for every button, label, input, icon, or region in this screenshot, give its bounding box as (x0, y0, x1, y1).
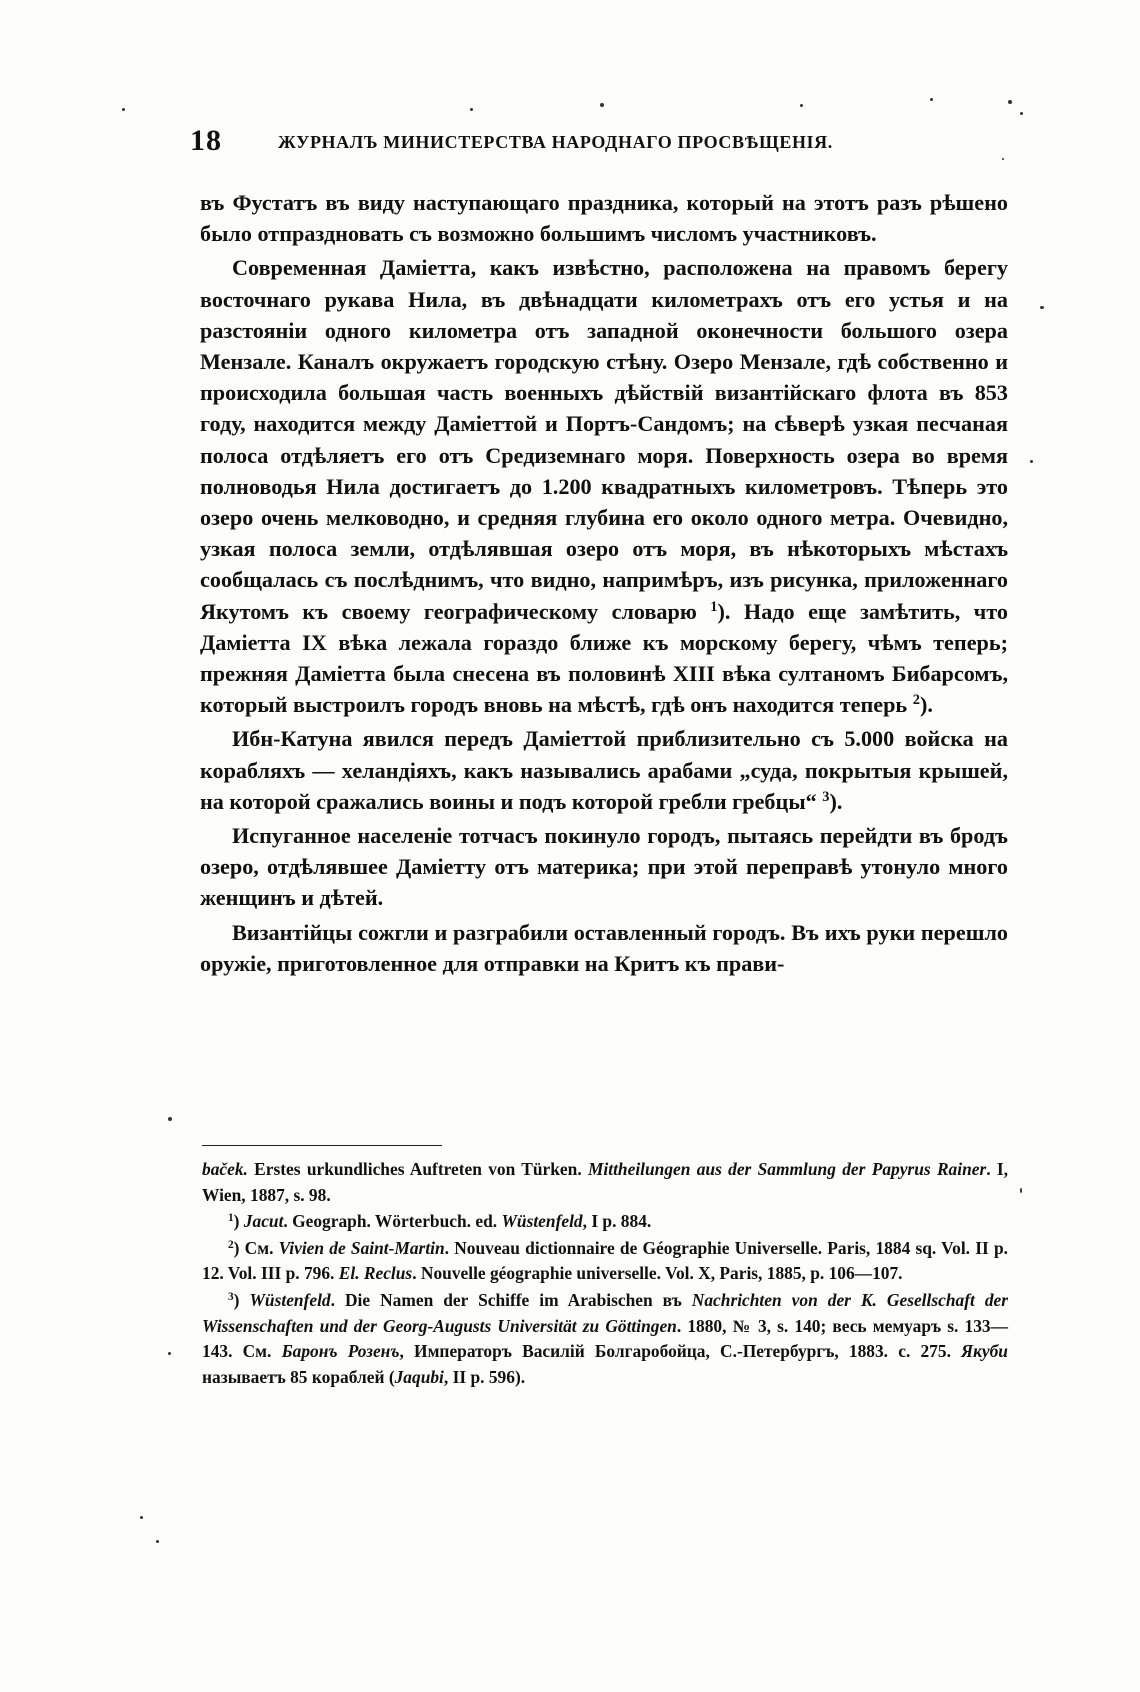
scan-speck (1020, 112, 1023, 115)
scan-speck (600, 103, 604, 107)
scan-speck (140, 1516, 143, 1519)
scan-speck (1040, 306, 1044, 309)
scan-speck (1008, 100, 1012, 104)
footnote-3: $^3$) Wüstenfeld. Die Namen der Schiffe im Arabischen въ Nachrichten von der K. Gesellschaft der Wissenschaften und der Georg-Augusts Universität zu Göttingen. 1880, № 3, s. 140; весь мемуаръ s. 133—143. См. Баронъ Розенъ, Императоръ Василій Болгаробойца, С.-Петербургъ, 1883. с. 275. Якуби называетъ 85 кораблей (Jaqubi, II p. 596). (202, 1289, 1009, 1387)
scan-speck (800, 104, 803, 107)
scan-speck (470, 108, 473, 111)
scan-speck (930, 98, 933, 101)
footnote-2: $^2$) См. Vivien de Saint-Martin. Nouveau dictionnaire de Géographie Universelle. Paris, 1884 sq. Vol. II p. 12. Vol. III p. 796. El. Reclus. Nouvelle géographie universelle. Vol. X, Paris, 1885, p. 106—107. (202, 1237, 1008, 1284)
footnote-ref-2: 2 (912, 692, 920, 709)
scan-speck (168, 1352, 171, 1355)
scan-speck (168, 1117, 172, 1121)
paragraph-3: Ибн-Катуна явился передъ Даміеттой приблизительно съ 5.000 войска на корабляхъ — хеландіяхъ, какъ назывались арабами „суда, покрытыя крышей, на которой сражались воины и подъ которой гребли гребцы“ $^3$). (200, 726, 1008, 814)
footnotes (202, 1157, 1008, 1391)
paragraph-4: Испуганное населеніе тотчасъ покинуло городъ, пытаясь перейдти въ бродъ озеро, отдѣлявшее Даміетту отъ материка; при этой переправѣ утонуло много женщинъ и дѣтей. (200, 823, 1008, 911)
page-header (190, 124, 1010, 164)
main-text (200, 187, 1008, 982)
scan-speck (1020, 1188, 1022, 1193)
paragraph-1: въ Фустатъ въ виду наступающаго праздника, который на этотъ разъ рѣшено было отпраздновать съ возможно большимъ числомъ участниковъ. (200, 190, 1008, 247)
footnote-continuation: baček. Erstes urkundliches Auftreten von Türken. Mittheilungen aus der Sammlung der Papyrus Rainer. I, Wien, 1887, s. 98. (202, 1159, 1008, 1205)
paragraph-5: Византійцы сожгли и разграбили оставленный городъ. Въ ихъ руки перешло оружіе, приготовленное для отправки на Критъ къ прави- (200, 919, 1008, 976)
scan-speck (1030, 460, 1033, 463)
footnote-ref-1: 1 (710, 598, 718, 615)
footnote-ref-3: 3 (822, 788, 830, 805)
scan-speck (156, 1540, 159, 1543)
scan-speck (1002, 158, 1004, 160)
footnote-1: $^1$) Jacut. Geograph. Wörterbuch. ed. Wüstenfeld, I p. 884. (228, 1211, 652, 1232)
page-number: 18 (190, 124, 222, 157)
paragraph-2: Современная Даміетта, какъ извѣстно, расположена на правомъ берегу восточнаго рукава Нила, въ двѣнадцати километрахъ отъ его устья и на разстояніи одного километра отъ западной оконечности большого озера Мензале. Каналъ окружаетъ городскую стѣну. Озеро Мензале, гдѣ собственно и происходила большая часть военныхъ дѣйствій византійскаго флота въ 853 году, находится между Даміеттой и Портъ-Сандомъ; на сѣверѣ узкая песчаная полоса отдѣляетъ его отъ Средиземнаго моря. Поверхность озера во время полноводья Нила достигаетъ до 1.200 квадратныхъ километровъ. Тѣперь это озеро очень мелководно, и средняя глубина его около одного метра. Очевидно, узкая полоса земли, отдѣлявшая озеро отъ моря, въ нѣкоторыхъ мѣстахъ сообщалась съ послѣднимъ, что видно, напримѣръ, изъ рисунка, приложеннаго Якутомъ къ своему географическому словарю $^1$). Надо еще замѣтить, что Даміетта IX вѣка лежала гораздо ближе къ морскому берегу, чѣмъ теперь; прежняя Даміетта была снесена въ половинѣ XIII вѣка султаномъ Бибарсомъ, который выстроилъ городъ вновь на мѣстѣ, гдѣ онъ находится теперь $^2$). (200, 255, 1008, 718)
scan-speck (122, 108, 125, 111)
footnote-divider (202, 1145, 442, 1146)
running-title: ЖУРНАЛЪ МИНИСТЕРСТВА НАРОДНАГО ПРОСВѢЩЕНІЯ. (278, 132, 833, 152)
